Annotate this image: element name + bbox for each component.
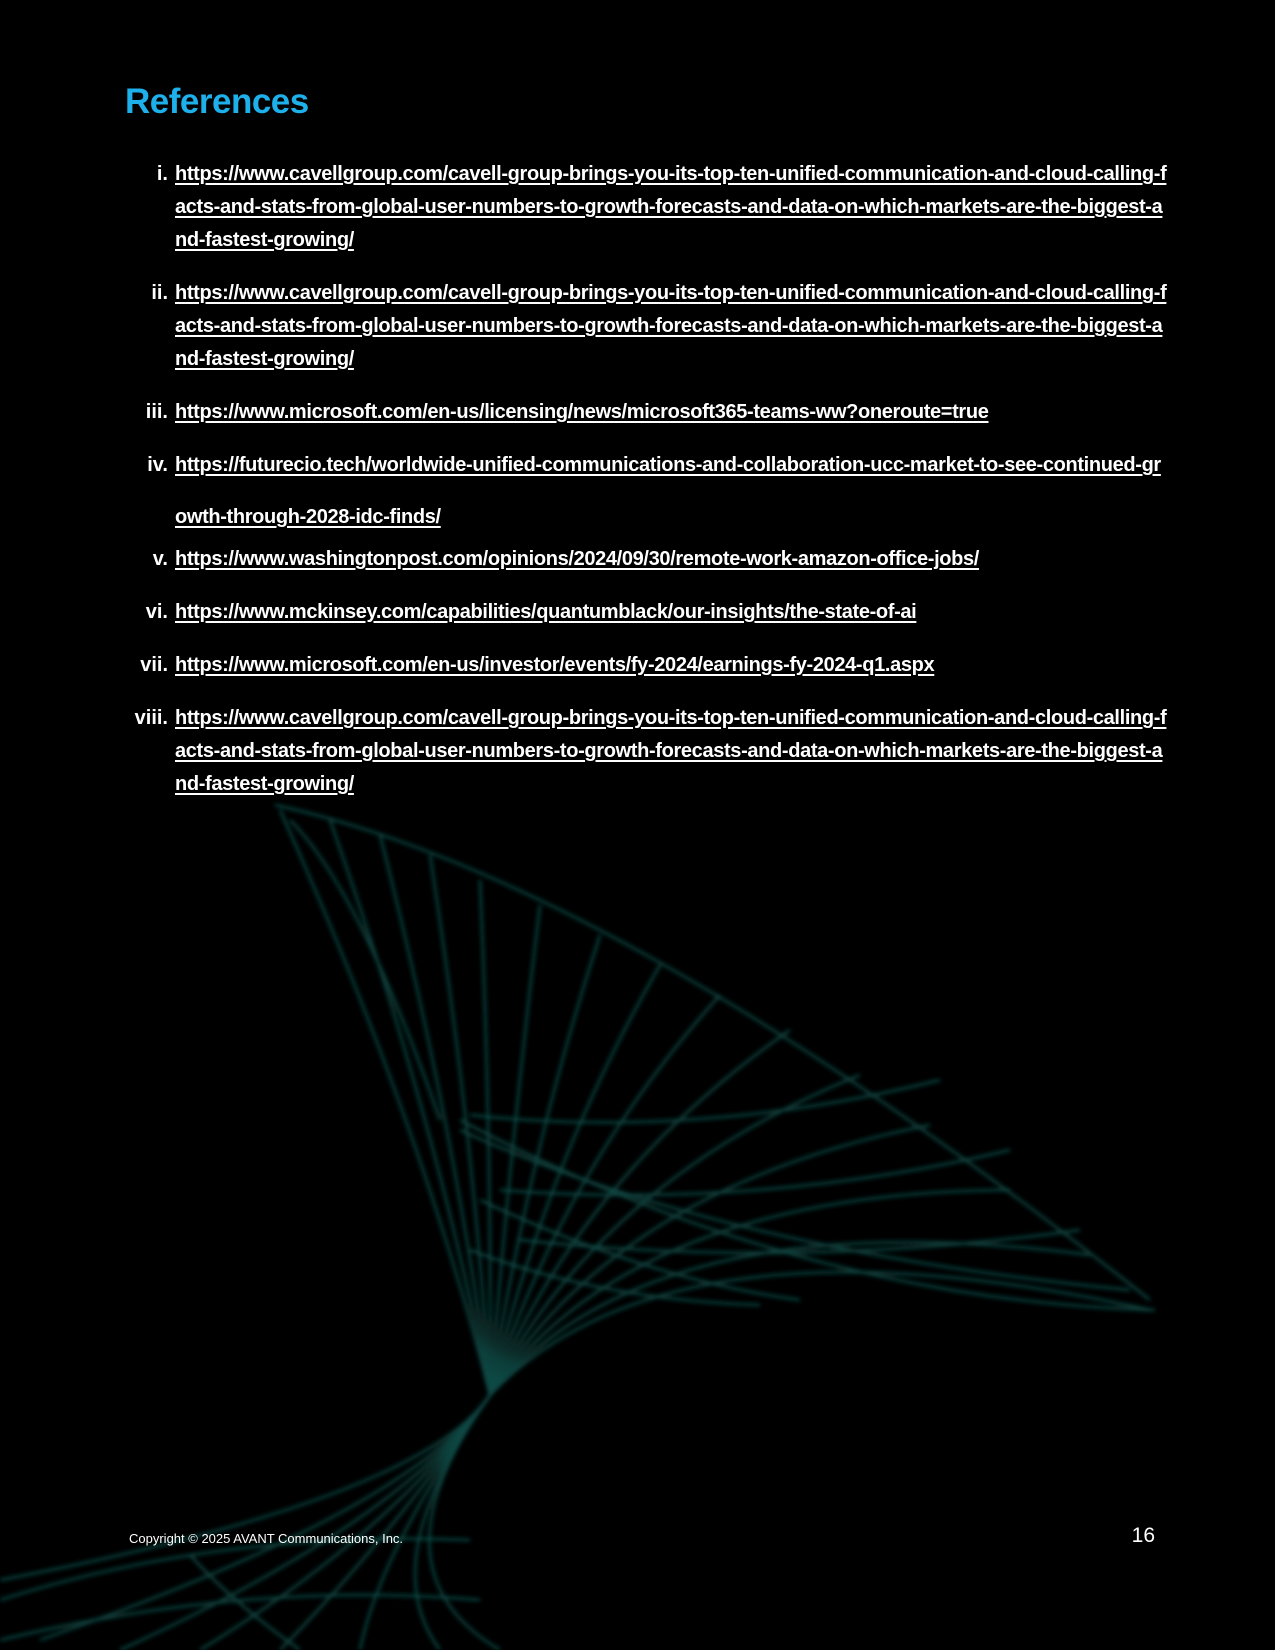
- page-number: 16: [1131, 1524, 1155, 1547]
- reference-link[interactable]: https://www.washingtonpost.com/opinions/2024/09/30/remote-work-amazon-office-jobs/: [175, 548, 980, 570]
- reference-link[interactable]: https://www.mckinsey.com/capabilities/quantumblack/our-insights/the-state-of-ai: [175, 601, 917, 623]
- reference-number: iv.: [147, 454, 168, 476]
- reference-link[interactable]: https://www.cavellgroup.com/cavell-group-brings-you-its-top-ten-unified-communication-and-cloud-calling-facts-and-stats-from-global-user-numbers-to-growth-forecasts-and-data-on-which-markets-are-the-biggest-and-fastest-growing/: [175, 707, 1167, 795]
- list-item: [118, 702, 1168, 801]
- reference-list: [118, 158, 1168, 821]
- reference-link[interactable]: https://www.cavellgroup.com/cavell-group-brings-you-its-top-ten-unified-communication-and-cloud-calling-facts-and-stats-from-global-user-numbers-to-growth-forecasts-and-data-on-which-markets-are-the-biggest-and-fastest-growing/: [175, 282, 1167, 370]
- reference-number: viii.: [134, 707, 168, 729]
- list-item: [118, 596, 1168, 629]
- reference-number: v.: [152, 548, 168, 570]
- copyright-notice: Copyright © 2025 AVANT Communications, Inc.: [129, 1531, 404, 1546]
- reference-link[interactable]: https://www.microsoft.com/en-us/licensing/news/microsoft365-teams-ww?oneroute=true: [175, 401, 989, 423]
- list-item: [118, 396, 1168, 429]
- list-item: [118, 439, 1168, 543]
- list-item: [118, 158, 1168, 257]
- list-item: [118, 649, 1168, 682]
- reference-number: ii.: [151, 282, 168, 304]
- reference-link[interactable]: https://futurecio.tech/worldwide-unified-communications-and-collaboration-ucc-market-to-see-continued-growth-through-2028-idc-finds/: [175, 454, 1161, 528]
- reference-number: iii.: [145, 401, 168, 423]
- reference-number: i.: [156, 163, 168, 185]
- list-item: [118, 543, 1168, 576]
- reference-link[interactable]: https://www.cavellgroup.com/cavell-group-brings-you-its-top-ten-unified-communication-and-cloud-calling-facts-and-stats-from-global-user-numbers-to-growth-forecasts-and-data-on-which-markets-are-the-biggest-and-fastest-growing/: [175, 163, 1167, 251]
- reference-number: vii.: [140, 654, 168, 676]
- list-item: [118, 277, 1168, 376]
- reference-number: vi.: [145, 601, 168, 623]
- reference-link[interactable]: https://www.microsoft.com/en-us/investor/events/fy-2024/earnings-fy-2024-q1.aspx: [175, 654, 935, 676]
- page-title: References: [125, 82, 309, 121]
